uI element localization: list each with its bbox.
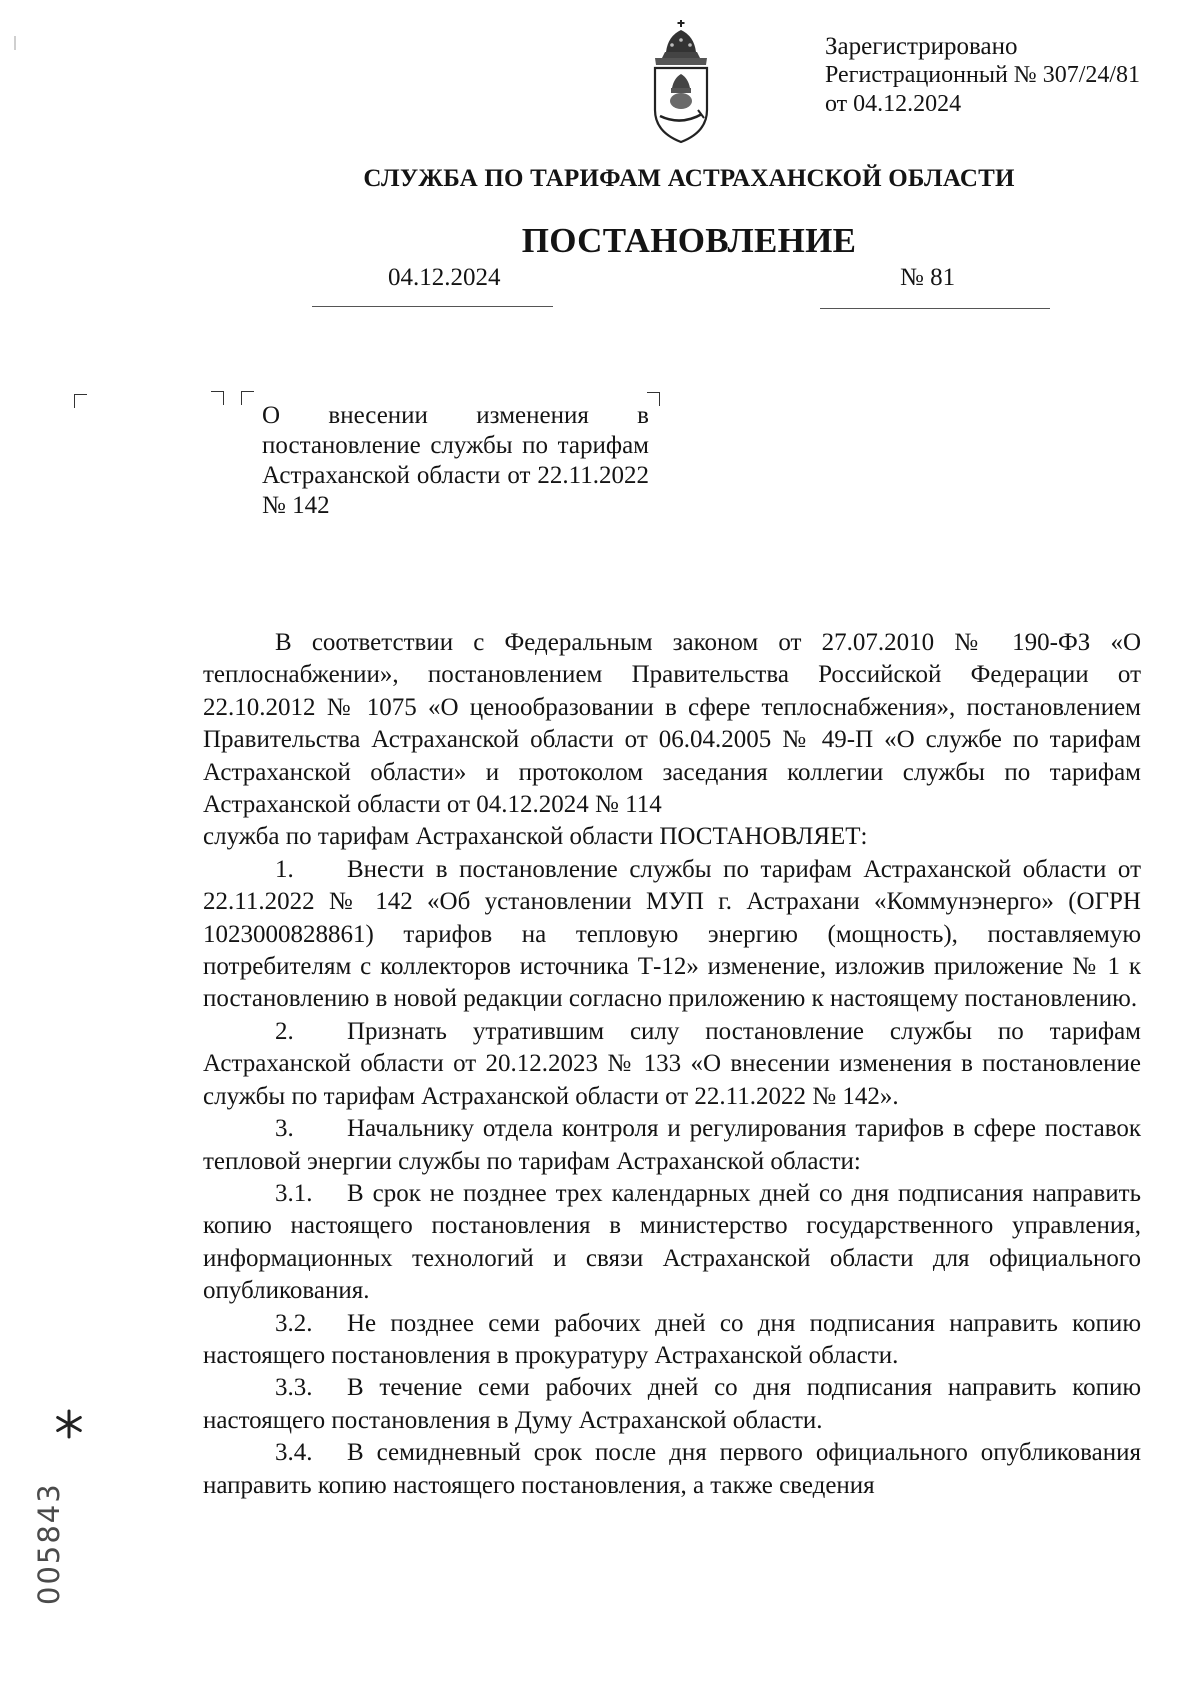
asterisk-icon — [53, 1408, 85, 1440]
registration-date: от 04.12.2024 — [825, 91, 962, 117]
field-corner-mark — [74, 394, 87, 408]
coat-of-arms-icon — [648, 18, 714, 146]
item-text: Не позднее семи рабочих дней со дня подписания направить копию настоящего постановления в прокуратуру Астраханской области. — [203, 1309, 1141, 1369]
item-number: 3.4. — [275, 1439, 313, 1467]
item-number: 3.3. — [275, 1374, 313, 1402]
item-text: Начальнику отдела контроля и регулирования тарифов в сфере поставок тепловой энергии службы по тарифам Астраханской области: — [203, 1115, 1141, 1175]
preamble-paragraph: В соответствии с Федеральным законом от 27.07.2010 № 190-ФЗ «О теплоснабжении», постановлением Правительства Российской Федерации от 22.10.2012 № 1075 «О ценообразовании в сфере теплоснабжения», постановлением Правительства Астраханской области от 06.04.2005 № 49-П «О службе по тарифам Астраханской области» и протоколом заседания коллегии службы по тарифам Астраханской области от 04.12.2024 № 114 — [203, 629, 1141, 819]
item-number: 1. — [275, 855, 294, 883]
item-number: 3.2. — [275, 1309, 313, 1337]
document-date: 04.12.2024 — [388, 264, 501, 291]
date-underline — [312, 306, 553, 307]
item-number: 3. — [275, 1115, 294, 1143]
list-item — [203, 1178, 1141, 1308]
item-number: 3.1. — [275, 1179, 313, 1207]
document-subject: О внесении изменения в постановление службы по тарифам Астраханской области от 22.11.2022 № 142 — [262, 402, 649, 519]
number-underline — [820, 308, 1050, 309]
item-text: В семидневный срок после дня первого официального опубликования направить копию настоящего постановления, а также сведения — [203, 1439, 1141, 1499]
list-item — [203, 854, 1141, 1016]
registration-number: Регистрационный № 307/24/81 — [825, 62, 1141, 88]
item-text: В течение семи рабочих дней со дня подписания направить копию настоящего постановления в Думу Астраханской области. — [203, 1374, 1141, 1434]
list-item — [203, 1113, 1141, 1178]
item-number: 2. — [275, 1017, 294, 1045]
list-item — [203, 1437, 1141, 1502]
item-text: Внести в постановление службы по тарифам Астраханской области от 22.11.2022 № 142 «Об установлении МУП г. Астрахани «Коммунэнерго» (ОГРН 1023000828861) тарифов на тепловую энергию (мощность), поставляемую потребителям с коллекторов источника Т-12» изменение, изложив приложение № 1 к постановлению в новой редакции согласно приложению к настоящему постановлению. — [203, 855, 1141, 1013]
registration-title: Зарегистрировано — [825, 33, 1018, 60]
list-item — [203, 1016, 1141, 1113]
document-body — [203, 627, 1141, 1502]
item-text: Признать утратившим силу постановление службы по тарифам Астраханской области от 20.12.2023 № 133 «О внесении изменения в постановление службы по тарифам Астраханской области от 22.11.2022 № 142». — [203, 1017, 1141, 1110]
serial-number: 005843 — [32, 1482, 66, 1605]
document-number: № 81 — [900, 264, 956, 291]
list-item — [203, 1372, 1141, 1437]
field-corner-mark — [211, 391, 224, 405]
resolution-line: служба по тарифам Астраханской области ПОСТАНОВЛЯЕТ: — [203, 823, 868, 851]
agency-name: СЛУЖБА ПО ТАРИФАМ АСТРАХАНСКОЙ ОБЛАСТИ — [363, 165, 1015, 192]
field-corner-mark — [241, 391, 254, 405]
scan-artifact — [14, 36, 16, 50]
item-text: В срок не позднее трех календарных дней со дня подписания направить копию настоящего постановления в министерство государственного управления, информационных технологий и связи Астраханской области для официального опубликования. — [203, 1179, 1141, 1305]
registration-block — [825, 32, 1140, 119]
document-type: ПОСТАНОВЛЕНИЕ — [521, 221, 857, 260]
list-item — [203, 1308, 1141, 1373]
